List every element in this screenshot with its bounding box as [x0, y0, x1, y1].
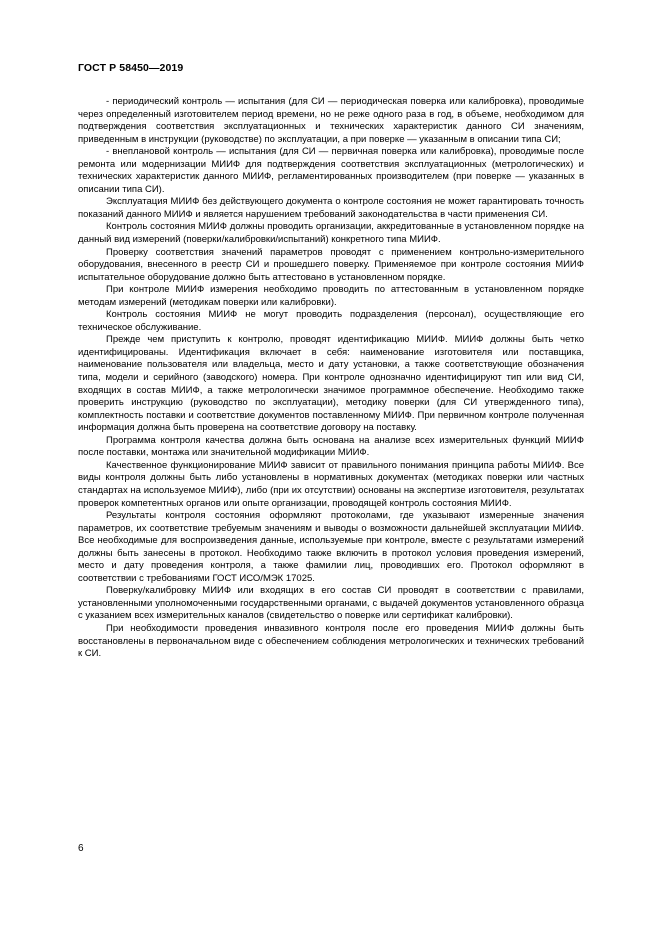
paragraph-invasive-control: При необходимости проведения инвазивного контроля после его проведения МИИФ должны быть восстановлены в первоначальном виде с обеспечением соблюдения метрологических и технических требований к СИ. [78, 622, 584, 660]
paragraph-quality-functioning: Качественное функционирование МИИФ зависит от правильного понимания принципа работы МИИФ. Все виды контроля должны быть либо установлены в нормативных документах (методиках поверки или частных стандартах на используемое МИИФ), либо (при их отсутствии) основаны на экспертизе изготовителя, результатах проверок компетентных органов или опыте организации, проводящей контроль состояния МИИФ. [78, 459, 584, 509]
paragraph-operation-without-document: Эксплуатация МИИФ без действующего документа о контроле состояния не может гарантировать точность показаний данного МИИФ и является нарушением требований законодательства в части применения СИ. [78, 196, 584, 220]
paragraph-unscheduled-control: - внеплановой контроль — испытания (для СИ — первичная поверка или калибровка), проводимые после ремонта или модернизации МИИФ для подтверждения соответствия эксплуатационных (метрологических) и технических характеристик данного МИИФ, регламентированных производителем (при поверке — указанных в описании типа СИ). [78, 146, 584, 195]
paragraph-maintenance-staff: Контроль состояния МИИФ не могут проводить подразделения (персонал), осуществляющие его техническое обслуживание. [78, 309, 584, 333]
paragraph-accredited-organizations: Контроль состояния МИИФ должны проводить организации, аккредитованные в установленном порядке на данный вид измерений (поверки/калибровки/испытаний) конкретного типа МИИФ. [78, 221, 584, 246]
paragraph-parameter-verification: Проверку соответствия значений параметров проводят с применением контрольно-измерительного оборудования, внесенного в реестр СИ и прошедшего поверку. Применяемое при контроле состояния МИИФ испытательное оборудование должно быть аттестовано в установленном порядке. [78, 246, 584, 283]
paragraph-protocols: Результаты контроля состояния оформляют протоколами, где указывают измеренные значения параметров, их соответствие требуемым значениям и выводы о возможности дальнейшей эксплуатации МИИФ. Все необходимые для воспроизведения данные, используемые при контроле, вместе с результатами измерений должны быть занесены в протокол. Необходимо также включить в протокол условия проведения измерений, место и дату проведения контроля, а также фамилии лиц, проводивших его. Протокол оформляют в соответствии с требованиями ГОСТ ИСО/МЭК 17025. [78, 510, 584, 584]
paragraph-certified-methods: При контроле МИИФ измерения необходимо проводить по аттестованным в установленном порядке методам измерений (методикам поверки или калибровки). [78, 284, 584, 308]
paragraph-quality-program: Программа контроля качества должна быть основана на анализе всех измерительных функций МИИФ после поставки, монтажа или значительной модификации МИИФ. [78, 434, 584, 459]
document-header: ГОСТ Р 58450—2019 [78, 62, 184, 74]
paragraph-periodic-control: - периодический контроль — испытания (для СИ — периодическая поверка или калибровка), проводимые через определенный изготовителем период времени, но не реже одного раза в год, в объеме, необходимом для подтверждения соответствия эксплуатационных и технических характеристик данного СИ значениям, приведенным в инструкции (руководстве) по эксплуатации, а при поверке — указанным в описании типа СИ; [78, 96, 584, 145]
page-number: 6 [78, 843, 84, 854]
paragraph-calibration: Поверку/калибровку МИИФ или входящих в его состав СИ проводят в соответствии с правилами, установленными уполномоченными государственными органами, с выдачей документов установленного образца с указанием всех измерительных каналов (свидетельство о поверке или сертификат калибровки). [78, 585, 584, 622]
paragraph-identification: Прежде чем приступить к контролю, проводят идентификацию МИИФ. МИИФ должны быть четко идентифицированы. Идентификация включает в себя: наименование изготовителя или поставщика, наименование пользователя или владельца, место и дату установки, а также соответствующие обозначения типа, модели и серийного (заводского) номера. При контроле однозначно идентифицируют тип или вид СИ, входящих в состав МИИФ, а также метрологически значимое программное обеспечение. Необходимо также проверить инструкцию (руководство по эксплуатации), методику поверки (для СИ утвержденного типа), комплектность поставки и соответствие документов поставленному МИИФ. При первичном контроле полученная информация должна быть проверена на соответствие договору на поставку. [78, 334, 584, 434]
document-body [78, 96, 584, 661]
